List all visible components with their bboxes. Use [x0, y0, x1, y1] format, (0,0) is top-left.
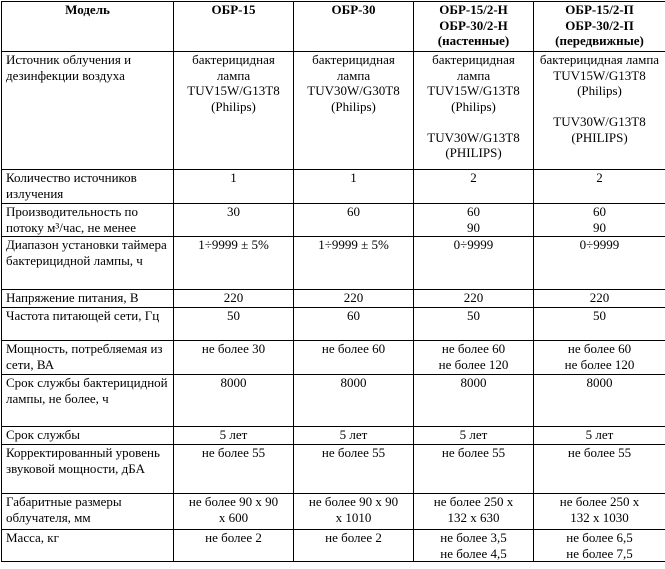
value-cell: не более 60 не более 120	[414, 341, 534, 375]
value-cell: не более 60	[294, 341, 414, 375]
param-label: Масса, кг	[2, 530, 174, 562]
value-cell: бактерицидная лампа TUV15W/G13T8 (Philips) TUV30W/G13T8 (PHILIPS)	[534, 52, 665, 170]
table-header-row	[2, 2, 665, 52]
value-cell: бактерицидная лампа TUV15W/G13T8 (Philips)	[174, 52, 294, 170]
param-label: Частота питающей сети, Гц	[2, 308, 174, 341]
value-cell: 8000	[174, 375, 294, 427]
value-cell: не более 55	[534, 445, 665, 494]
value-cell: бактерицидная лампа TUV15W/G13T8 (Philips) TUV30W/G13T8 (PHILIPS)	[414, 52, 534, 170]
table-row	[2, 427, 665, 445]
value-cell: 5 лет	[534, 427, 665, 445]
table-row	[2, 308, 665, 341]
value-cell: 50	[534, 308, 665, 341]
param-label: Габаритные размеры облучателя, мм	[2, 494, 174, 530]
value-cell: 1÷9999 ± 5%	[294, 237, 414, 290]
param-label: Корректированный уровень звуковой мощности, дБА	[2, 445, 174, 494]
value-cell: не более 250 х 132 х 1030	[534, 494, 665, 530]
header-model: Модель	[2, 2, 174, 52]
value-cell: 0÷9999	[414, 237, 534, 290]
table-row	[2, 170, 665, 204]
header-mobile: ОБР-15/2-П ОБР-30/2-П (передвижные)	[534, 2, 665, 52]
value-cell: 1	[294, 170, 414, 204]
value-cell: не более 55	[174, 445, 294, 494]
value-cell: 8000	[534, 375, 665, 427]
value-cell: не более 90 х 90 х 600	[174, 494, 294, 530]
value-cell: 60 90	[534, 204, 665, 237]
value-cell: 50	[414, 308, 534, 341]
param-label: Срок службы	[2, 427, 174, 445]
value-cell: не более 60 не более 120	[534, 341, 665, 375]
value-cell: 220	[174, 290, 294, 308]
specifications-table	[1, 1, 665, 562]
value-cell: не более 55	[294, 445, 414, 494]
param-label: Производительность по потоку м³/час, не менее	[2, 204, 174, 237]
value-cell: 5 лет	[294, 427, 414, 445]
value-cell: 1	[174, 170, 294, 204]
value-cell: бактерицидная лампа TUV30W/G30T8 (Philips)	[294, 52, 414, 170]
param-label: Мощность, потребляемая из сети, ВА	[2, 341, 174, 375]
value-cell: не более 30	[174, 341, 294, 375]
table-row	[2, 204, 665, 237]
table-row	[2, 445, 665, 494]
value-cell: 8000	[414, 375, 534, 427]
table-row	[2, 494, 665, 530]
value-cell: не более 55	[414, 445, 534, 494]
table-row	[2, 52, 665, 170]
value-cell: 8000	[294, 375, 414, 427]
table-row	[2, 237, 665, 290]
value-cell: 1÷9999 ± 5%	[174, 237, 294, 290]
value-cell: не более 2	[294, 530, 414, 562]
param-label: Количество источников излучения	[2, 170, 174, 204]
value-cell: 5 лет	[174, 427, 294, 445]
table-row	[2, 341, 665, 375]
value-cell: 50	[174, 308, 294, 341]
param-label: Напряжение питания, В	[2, 290, 174, 308]
value-cell: 60 90	[414, 204, 534, 237]
value-cell: не более 250 х 132 х 630	[414, 494, 534, 530]
value-cell: не более 2	[174, 530, 294, 562]
value-cell: 60	[294, 204, 414, 237]
table-row	[2, 375, 665, 427]
table-row	[2, 290, 665, 308]
value-cell: не более 3,5 не более 4,5	[414, 530, 534, 562]
param-label: Диапазон установки таймера бактерицидной лампы, ч	[2, 237, 174, 290]
value-cell: не более 90 х 90 х 1010	[294, 494, 414, 530]
value-cell: не более 6,5 не более 7,5	[534, 530, 665, 562]
value-cell: 2	[414, 170, 534, 204]
param-label: Срок службы бактерицидной лампы, не более, ч	[2, 375, 174, 427]
value-cell: 60	[294, 308, 414, 341]
header-obr-30: ОБР-30	[294, 2, 414, 52]
value-cell: 220	[534, 290, 665, 308]
value-cell: 30	[174, 204, 294, 237]
param-label: Источник облучения и дезинфекции воздуха	[2, 52, 174, 170]
header-wall-mounted: ОБР-15/2-Н ОБР-30/2-Н (настенные)	[414, 2, 534, 52]
table-row	[2, 530, 665, 562]
value-cell: 2	[534, 170, 665, 204]
value-cell: 220	[414, 290, 534, 308]
header-obr-15: ОБР-15	[174, 2, 294, 52]
value-cell: 5 лет	[414, 427, 534, 445]
value-cell: 220	[294, 290, 414, 308]
value-cell: 0÷9999	[534, 237, 665, 290]
